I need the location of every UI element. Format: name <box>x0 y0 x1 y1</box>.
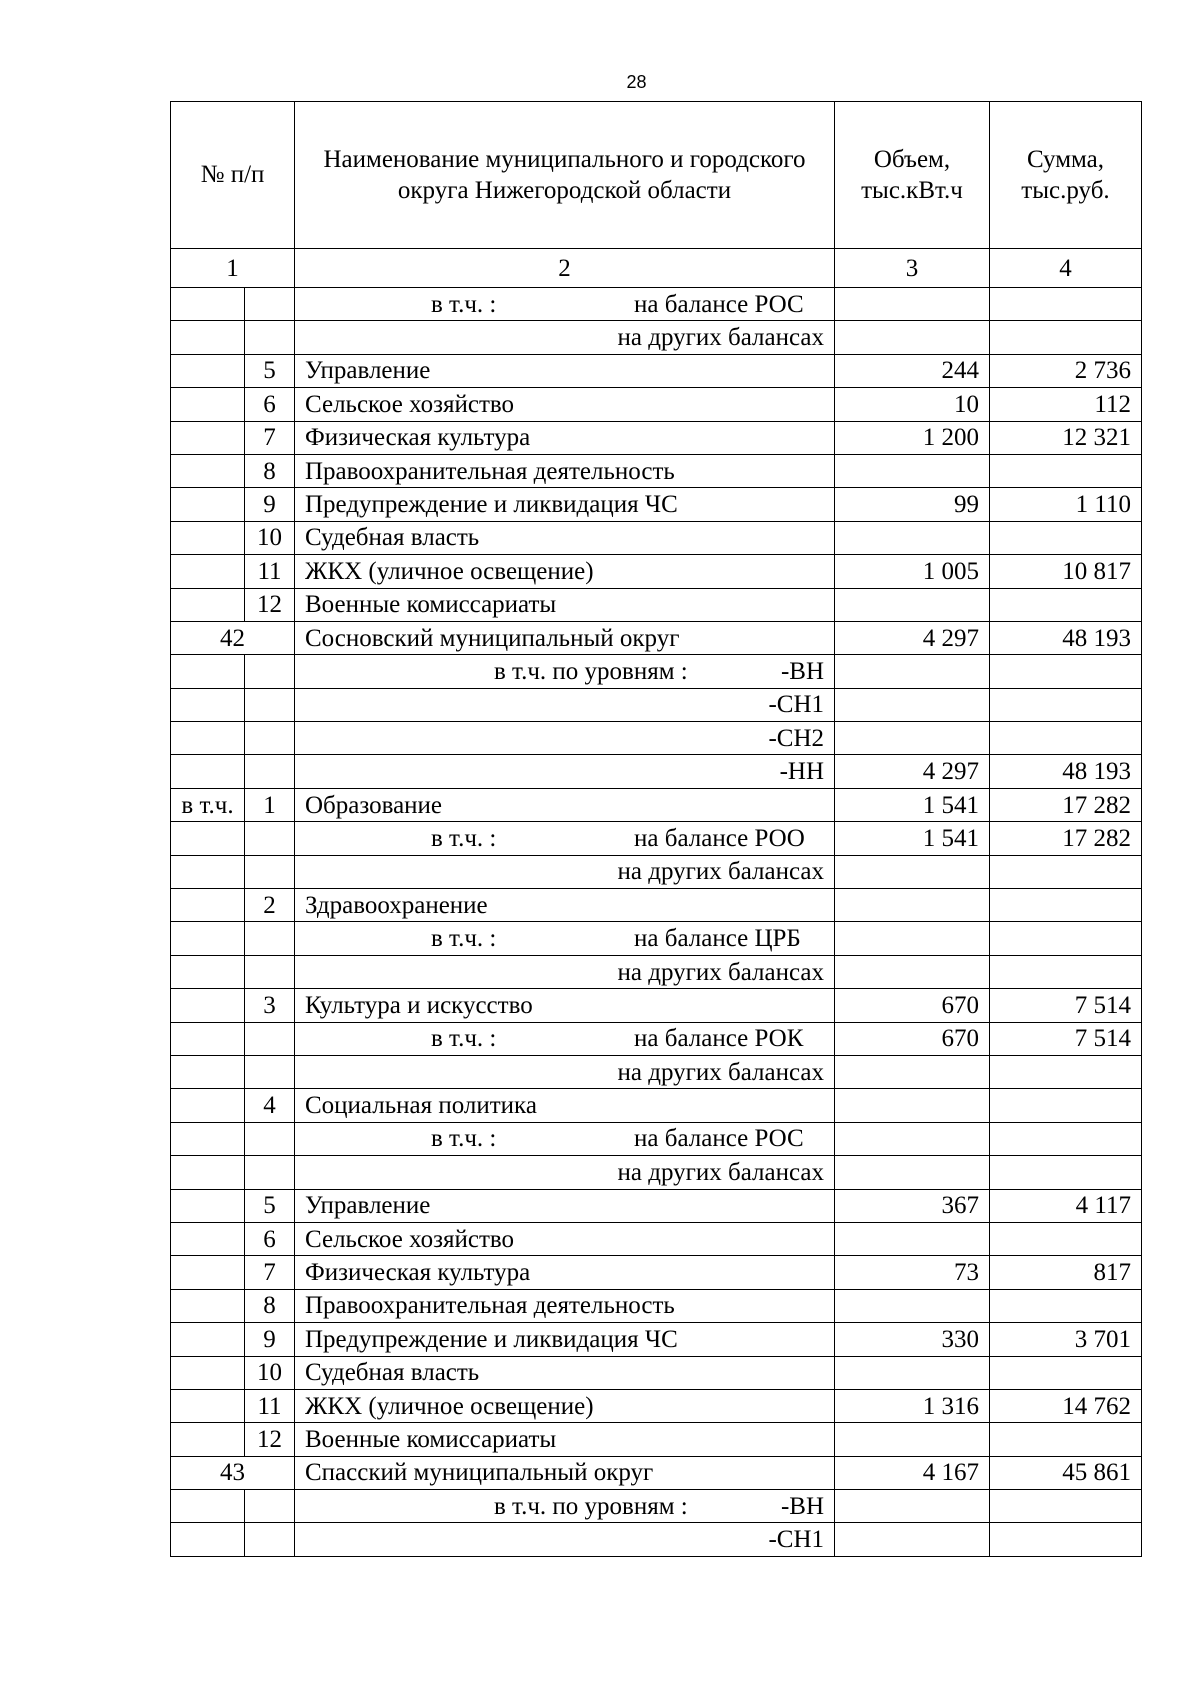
item-name: Предупреждение и ликвидация ЧС <box>295 488 835 521</box>
empty-cell <box>245 722 295 755</box>
table-body <box>171 102 1142 1557</box>
table-row <box>171 655 1142 688</box>
item-name: Сельское хозяйство <box>295 1222 835 1255</box>
empty-cell <box>171 1055 245 1088</box>
item-index: 3 <box>245 989 295 1022</box>
sum-value <box>990 1222 1142 1255</box>
item-name: Культура и искусство <box>295 989 835 1022</box>
volume-value: 1 200 <box>835 421 990 454</box>
sum-value <box>990 321 1142 354</box>
column-number-1: 1 <box>171 249 295 288</box>
header-sum: Сумма, тыс.руб. <box>990 102 1142 249</box>
sum-value: 17 282 <box>990 822 1142 855</box>
volume-value: 1 541 <box>835 822 990 855</box>
item-index: 10 <box>245 1356 295 1389</box>
volume-value: 330 <box>835 1323 990 1356</box>
item-name: Управление <box>295 354 835 387</box>
empty-cell <box>171 1156 245 1189</box>
empty-cell <box>245 1122 295 1155</box>
table-row <box>171 755 1142 788</box>
header-number: № п/п <box>171 102 295 249</box>
breakdown-label: на балансе РОС <box>634 290 804 318</box>
volume-value <box>835 321 990 354</box>
empty-cell <box>245 655 295 688</box>
other-balance-label: на других балансах <box>295 1055 835 1088</box>
sum-value <box>990 1356 1142 1389</box>
item-name: Сельское хозяйство <box>295 388 835 421</box>
empty-cell <box>171 1022 245 1055</box>
item-index: 7 <box>245 1256 295 1289</box>
sum-value <box>990 1055 1142 1088</box>
empty-cell <box>171 1323 245 1356</box>
balance-breakdown <box>295 822 835 855</box>
item-name: Военные комиссариаты <box>295 1423 835 1456</box>
item-index: 12 <box>245 1423 295 1456</box>
empty-cell <box>171 1256 245 1289</box>
other-balance-label: на других балансах <box>295 855 835 888</box>
breakdown-label: на балансе РОО <box>634 824 805 852</box>
table-row <box>171 354 1142 387</box>
other-balance-label: на других балансах <box>295 955 835 988</box>
volume-value <box>835 588 990 621</box>
item-name: Правоохранительная деятельность <box>295 454 835 487</box>
item-name: Предупреждение и ликвидация ЧС <box>295 1323 835 1356</box>
table-row <box>171 722 1142 755</box>
other-balance-label: на других балансах <box>295 321 835 354</box>
table-row <box>171 1189 1142 1222</box>
header-volume: Объем, тыс.кВт.ч <box>835 102 990 249</box>
empty-cell <box>171 955 245 988</box>
balance-breakdown <box>295 1122 835 1155</box>
volume-value: 73 <box>835 1256 990 1289</box>
sum-value: 45 861 <box>990 1456 1142 1489</box>
voltage-level-label: -ВН <box>780 1492 824 1520</box>
table-row <box>171 855 1142 888</box>
item-index: 5 <box>245 1189 295 1222</box>
column-number-4: 4 <box>990 249 1142 288</box>
empty-cell <box>171 922 245 955</box>
empty-cell <box>171 755 245 788</box>
empty-cell <box>171 354 245 387</box>
empty-cell <box>245 922 295 955</box>
empty-cell <box>245 321 295 354</box>
sum-value <box>990 1289 1142 1322</box>
item-index: 1 <box>245 788 295 821</box>
levels-prefix: в т.ч. по уровням : <box>494 1492 688 1520</box>
sum-value <box>990 655 1142 688</box>
table-row <box>171 822 1142 855</box>
item-index: 2 <box>245 889 295 922</box>
empty-cell <box>171 1423 245 1456</box>
sum-value: 48 193 <box>990 755 1142 788</box>
balance-breakdown <box>295 922 835 955</box>
breakdown-prefix: в т.ч. : <box>431 824 497 852</box>
empty-cell <box>245 1156 295 1189</box>
table-row <box>171 1423 1142 1456</box>
breakdown-prefix: в т.ч. : <box>431 290 497 318</box>
table-row <box>171 488 1142 521</box>
volume-value: 99 <box>835 488 990 521</box>
column-number-row <box>171 249 1142 288</box>
item-name: ЖКХ (уличное освещение) <box>295 1389 835 1422</box>
item-index: 9 <box>245 1323 295 1356</box>
table-row <box>171 1256 1142 1289</box>
breakdown-label: на балансе РОК <box>634 1025 804 1053</box>
page-number: 28 <box>626 72 647 92</box>
voltage-level-label: -НН <box>295 755 835 788</box>
volume-value <box>835 1523 990 1556</box>
empty-cell <box>171 454 245 487</box>
item-name: ЖКХ (уличное освещение) <box>295 555 835 588</box>
voltage-levels <box>295 655 835 688</box>
item-name: Физическая культура <box>295 421 835 454</box>
volume-value <box>835 1055 990 1088</box>
empty-cell <box>171 1189 245 1222</box>
item-index: 5 <box>245 354 295 387</box>
empty-cell <box>171 655 245 688</box>
sum-value <box>990 1089 1142 1122</box>
sum-value <box>990 1423 1142 1456</box>
item-index: 4 <box>245 1089 295 1122</box>
empty-cell <box>171 1389 245 1422</box>
table-row <box>171 922 1142 955</box>
volume-value <box>835 1423 990 1456</box>
sum-value <box>990 889 1142 922</box>
item-name: Здравоохранение <box>295 889 835 922</box>
volume-value: 1 005 <box>835 555 990 588</box>
sum-value: 1 110 <box>990 488 1142 521</box>
sum-value <box>990 722 1142 755</box>
volume-value <box>835 889 990 922</box>
volume-value <box>835 1156 990 1189</box>
empty-cell <box>171 1356 245 1389</box>
sum-value: 10 817 <box>990 555 1142 588</box>
breakdown-prefix: в т.ч. : <box>431 1125 497 1153</box>
item-name: Правоохранительная деятельность <box>295 1289 835 1322</box>
sum-value: 12 321 <box>990 421 1142 454</box>
item-index: 9 <box>245 488 295 521</box>
sum-value <box>990 454 1142 487</box>
item-index: 6 <box>245 1222 295 1255</box>
volume-value: 4 297 <box>835 755 990 788</box>
empty-cell <box>245 1490 295 1523</box>
sum-value <box>990 855 1142 888</box>
empty-cell <box>171 822 245 855</box>
voltage-levels <box>295 1490 835 1523</box>
sum-value <box>990 922 1142 955</box>
subtotal-marker: в т.ч. <box>171 788 245 821</box>
volume-value <box>835 688 990 721</box>
empty-cell <box>171 1122 245 1155</box>
volume-value <box>835 1356 990 1389</box>
volume-value: 670 <box>835 989 990 1022</box>
breakdown-prefix: в т.ч. : <box>431 925 497 953</box>
table-row <box>171 1055 1142 1088</box>
table-row <box>171 588 1142 621</box>
volume-value <box>835 722 990 755</box>
volume-value <box>835 1289 990 1322</box>
item-index: 8 <box>245 1289 295 1322</box>
district-number: 43 <box>171 1456 295 1489</box>
volume-value <box>835 922 990 955</box>
voltage-level-label: -СН1 <box>295 688 835 721</box>
item-name: Судебная власть <box>295 521 835 554</box>
sum-value <box>990 1156 1142 1189</box>
table-row <box>171 1456 1142 1489</box>
sum-value <box>990 588 1142 621</box>
item-name: Военные комиссариаты <box>295 588 835 621</box>
item-index: 12 <box>245 588 295 621</box>
empty-cell <box>171 688 245 721</box>
sum-value: 48 193 <box>990 621 1142 654</box>
item-name: Управление <box>295 1189 835 1222</box>
item-name: Физическая культура <box>295 1256 835 1289</box>
empty-cell <box>171 521 245 554</box>
levels-prefix: в т.ч. по уровням : <box>494 657 688 685</box>
empty-cell <box>245 1523 295 1556</box>
table-row <box>171 321 1142 354</box>
empty-cell <box>171 1222 245 1255</box>
empty-cell <box>245 822 295 855</box>
empty-cell <box>171 388 245 421</box>
item-index: 7 <box>245 421 295 454</box>
breakdown-prefix: в т.ч. : <box>431 1025 497 1053</box>
district-number: 42 <box>171 621 295 654</box>
volume-value: 670 <box>835 1022 990 1055</box>
empty-cell <box>171 1490 245 1523</box>
empty-cell <box>245 855 295 888</box>
volume-value <box>835 1490 990 1523</box>
volume-value: 4 297 <box>835 621 990 654</box>
empty-cell <box>171 421 245 454</box>
table-row <box>171 989 1142 1022</box>
volume-value: 367 <box>835 1189 990 1222</box>
item-name: Социальная политика <box>295 1089 835 1122</box>
empty-cell <box>245 1022 295 1055</box>
column-number-3: 3 <box>835 249 990 288</box>
breakdown-label: на балансе РОС <box>634 1125 804 1153</box>
table-row <box>171 1323 1142 1356</box>
sum-value: 2 736 <box>990 354 1142 387</box>
district-name: Сосновский муниципальный округ <box>295 621 835 654</box>
table-row <box>171 288 1142 321</box>
table-row <box>171 555 1142 588</box>
sum-value <box>990 521 1142 554</box>
sum-value <box>990 1490 1142 1523</box>
balance-breakdown <box>295 1022 835 1055</box>
item-index: 6 <box>245 388 295 421</box>
empty-cell <box>171 555 245 588</box>
breakdown-label: на балансе ЦРБ <box>634 925 801 953</box>
header-row <box>171 102 1142 249</box>
header-district-name: Наименование муниципального и городского округа Нижегородской области <box>295 102 835 249</box>
table-row <box>171 521 1142 554</box>
item-index: 8 <box>245 454 295 487</box>
volume-value <box>835 521 990 554</box>
sum-value <box>990 288 1142 321</box>
volume-value <box>835 1122 990 1155</box>
sum-value: 14 762 <box>990 1389 1142 1422</box>
voltage-level-label: -СН2 <box>295 722 835 755</box>
empty-cell <box>171 488 245 521</box>
balance-breakdown <box>295 288 835 321</box>
volume-value <box>835 855 990 888</box>
table-row <box>171 1222 1142 1255</box>
empty-cell <box>171 722 245 755</box>
voltage-level-label: -СН1 <box>295 1523 835 1556</box>
empty-cell <box>245 688 295 721</box>
table-row <box>171 688 1142 721</box>
sum-value: 3 701 <box>990 1323 1142 1356</box>
sum-value: 817 <box>990 1256 1142 1289</box>
empty-cell <box>171 855 245 888</box>
empty-cell <box>245 288 295 321</box>
empty-cell <box>245 955 295 988</box>
item-name: Образование <box>295 788 835 821</box>
column-number-2: 2 <box>295 249 835 288</box>
volume-value: 1 316 <box>835 1389 990 1422</box>
empty-cell <box>245 755 295 788</box>
table-row <box>171 1490 1142 1523</box>
empty-cell <box>171 1089 245 1122</box>
empty-cell <box>171 321 245 354</box>
sum-value: 7 514 <box>990 989 1142 1022</box>
volume-value <box>835 1089 990 1122</box>
table-row <box>171 1122 1142 1155</box>
energy-consumption-table <box>170 101 1142 1557</box>
empty-cell <box>171 588 245 621</box>
table-row <box>171 1289 1142 1322</box>
sum-value <box>990 1523 1142 1556</box>
item-index: 11 <box>245 555 295 588</box>
table-row <box>171 889 1142 922</box>
table-row <box>171 788 1142 821</box>
sum-value: 7 514 <box>990 1022 1142 1055</box>
volume-value: 1 541 <box>835 788 990 821</box>
table-row <box>171 454 1142 487</box>
sum-value <box>990 688 1142 721</box>
table-row <box>171 1389 1142 1422</box>
volume-value <box>835 655 990 688</box>
table-row <box>171 1022 1142 1055</box>
sum-value: 112 <box>990 388 1142 421</box>
table-row <box>171 1089 1142 1122</box>
sum-value <box>990 955 1142 988</box>
volume-value <box>835 1222 990 1255</box>
table-row <box>171 1523 1142 1556</box>
table-row <box>171 421 1142 454</box>
item-index: 10 <box>245 521 295 554</box>
volume-value: 10 <box>835 388 990 421</box>
sum-value: 4 117 <box>990 1189 1142 1222</box>
sum-value <box>990 1122 1142 1155</box>
other-balance-label: на других балансах <box>295 1156 835 1189</box>
volume-value: 4 167 <box>835 1456 990 1489</box>
volume-value: 244 <box>835 354 990 387</box>
empty-cell <box>171 1289 245 1322</box>
table-row <box>171 955 1142 988</box>
table-row <box>171 1356 1142 1389</box>
table-row <box>171 621 1142 654</box>
table-row <box>171 388 1142 421</box>
empty-cell <box>171 989 245 1022</box>
empty-cell <box>171 889 245 922</box>
empty-cell <box>171 288 245 321</box>
empty-cell <box>171 1523 245 1556</box>
table-row <box>171 1156 1142 1189</box>
district-name: Спасский муниципальный округ <box>295 1456 835 1489</box>
volume-value <box>835 454 990 487</box>
voltage-level-label: -ВН <box>780 657 824 685</box>
volume-value <box>835 955 990 988</box>
item-name: Судебная власть <box>295 1356 835 1389</box>
volume-value <box>835 288 990 321</box>
sum-value: 17 282 <box>990 788 1142 821</box>
item-index: 11 <box>245 1389 295 1422</box>
empty-cell <box>245 1055 295 1088</box>
